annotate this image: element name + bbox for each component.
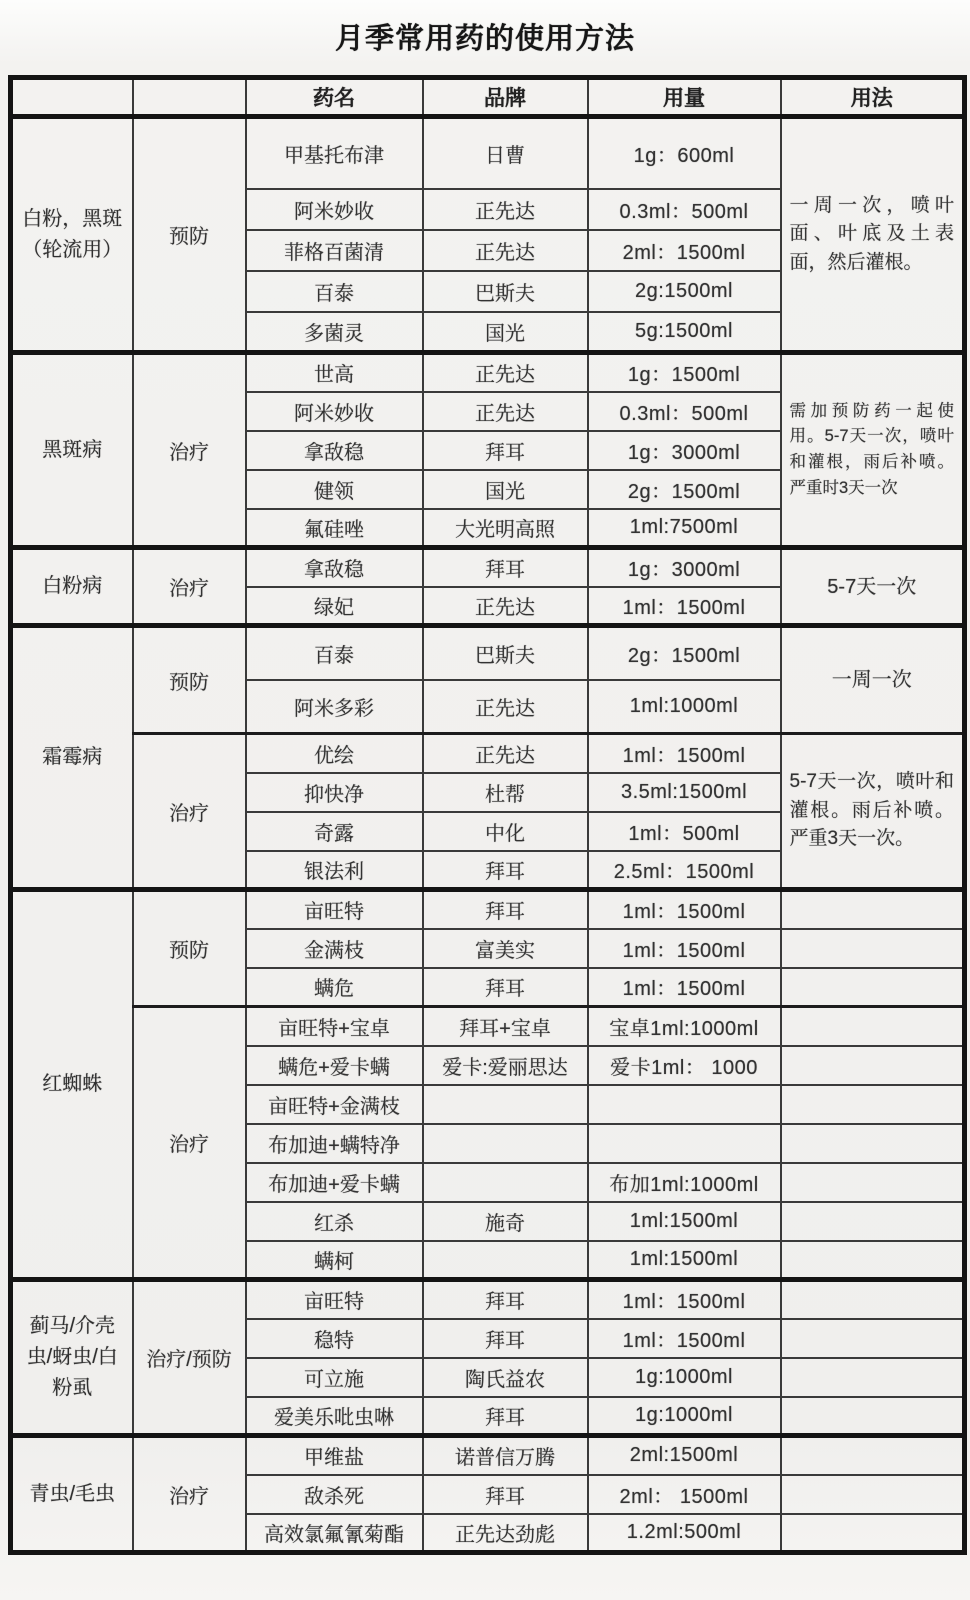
cell-brand: 国光 — [423, 470, 588, 509]
cell-usage — [781, 1085, 965, 1124]
cell-usage — [781, 1124, 965, 1163]
cell-dosage: 1g：600ml — [588, 117, 781, 189]
cell-usage — [781, 1007, 965, 1046]
cell-usage: 一周一次，喷叶面、叶底及土表面，然后灌根。 — [781, 117, 965, 353]
cell-drug-name: 甲维盐 — [246, 1436, 423, 1475]
cell-brand: 爱卡:爱丽思达 — [423, 1046, 588, 1085]
cell-drug-name: 亩旺特+宝卓 — [246, 1007, 423, 1046]
cell-drug-name: 高效氯氟氰菊酯 — [246, 1514, 423, 1553]
cell-drug-name: 爱美乐吡虫啉 — [246, 1397, 423, 1436]
cell-dosage: 1ml：1500ml — [588, 734, 781, 773]
cell-dosage: 1ml:1000ml — [588, 680, 781, 734]
cell-brand: 正先达 — [423, 680, 588, 734]
table-body — [11, 117, 965, 1553]
cell-dosage: 1g：3000ml — [588, 548, 781, 587]
cell-drug-name: 拿敌稳 — [246, 548, 423, 587]
cell-brand: 正先达 — [423, 230, 588, 271]
cell-drug-name: 布加迪+爱卡螨 — [246, 1163, 423, 1202]
cell-dosage: 1g:1000ml — [588, 1397, 781, 1436]
table-row — [11, 1280, 965, 1319]
cell-dosage: 2ml:1500ml — [588, 1436, 781, 1475]
cell-dosage: 1ml：500ml — [588, 812, 781, 851]
cell-dosage: 1ml:1500ml — [588, 1241, 781, 1280]
cell-usage: 5-7天一次 — [781, 548, 965, 626]
cell-brand: 拜耳 — [423, 890, 588, 929]
cell-usage — [781, 1358, 965, 1397]
cell-phase: 治疗 — [133, 548, 246, 626]
cell-brand: 杜帮 — [423, 773, 588, 812]
cell-brand: 诺普信万腾 — [423, 1436, 588, 1475]
cell-phase: 治疗 — [133, 734, 246, 890]
cell-usage — [781, 1163, 965, 1202]
cell-drug-name: 螨危 — [246, 968, 423, 1007]
cell-brand: 正先达 — [423, 353, 588, 392]
cell-brand — [423, 1085, 588, 1124]
cell-phase: 预防 — [133, 890, 246, 1007]
cell-disease: 霜霉病 — [11, 626, 133, 890]
cell-dosage: 2ml：1500ml — [588, 230, 781, 271]
cell-usage — [781, 1202, 965, 1241]
cell-brand: 中化 — [423, 812, 588, 851]
cell-brand: 正先达 — [423, 392, 588, 431]
table-row — [11, 626, 965, 680]
cell-brand: 巴斯夫 — [423, 271, 588, 312]
cell-drug-name: 阿米多彩 — [246, 680, 423, 734]
cell-brand: 日曹 — [423, 117, 588, 189]
cell-usage — [781, 890, 965, 929]
table-row — [11, 1007, 965, 1046]
cell-usage: 一周一次 — [781, 626, 965, 734]
cell-usage — [781, 1514, 965, 1553]
cell-brand: 拜耳 — [423, 1475, 588, 1514]
cell-brand: 陶氏益农 — [423, 1358, 588, 1397]
cell-dosage — [588, 1124, 781, 1163]
cell-drug-name: 螨危+爱卡螨 — [246, 1046, 423, 1085]
cell-brand: 正先达 — [423, 587, 588, 626]
cell-usage — [781, 1319, 965, 1358]
cell-drug-name: 敌杀死 — [246, 1475, 423, 1514]
cell-dosage: 2g:1500ml — [588, 271, 781, 312]
cell-drug-name: 亩旺特 — [246, 890, 423, 929]
cell-dosage: 爱卡1ml： 1000 — [588, 1046, 781, 1085]
cell-dosage — [588, 1085, 781, 1124]
cell-drug-name: 阿米妙收 — [246, 392, 423, 431]
header-brand: 品牌 — [423, 78, 588, 117]
cell-brand: 拜耳 — [423, 968, 588, 1007]
cell-brand: 大光明高照 — [423, 509, 588, 548]
cell-dosage: 1ml：1500ml — [588, 968, 781, 1007]
table-row — [11, 1436, 965, 1475]
cell-brand: 正先达 — [423, 734, 588, 773]
cell-usage — [781, 929, 965, 968]
cell-brand: 拜耳+宝卓 — [423, 1007, 588, 1046]
cell-brand: 拜耳 — [423, 1280, 588, 1319]
cell-drug-name: 菲格百菌清 — [246, 230, 423, 271]
cell-dosage: 1ml：1500ml — [588, 1280, 781, 1319]
cell-phase: 治疗 — [133, 1007, 246, 1280]
table-row — [11, 890, 965, 929]
cell-drug-name: 亩旺特+金满枝 — [246, 1085, 423, 1124]
cell-dosage: 5g:1500ml — [588, 312, 781, 353]
cell-dosage: 1ml：1500ml — [588, 587, 781, 626]
cell-brand: 富美实 — [423, 929, 588, 968]
cell-usage: 5-7天一次，喷叶和灌根。雨后补喷。严重3天一次。 — [781, 734, 965, 890]
cell-usage — [781, 1436, 965, 1475]
cell-drug-name: 奇露 — [246, 812, 423, 851]
table-row — [11, 117, 965, 189]
cell-dosage: 1ml:7500ml — [588, 509, 781, 548]
cell-dosage: 3.5ml:1500ml — [588, 773, 781, 812]
cell-phase: 预防 — [133, 117, 246, 353]
cell-dosage: 0.3ml：500ml — [588, 392, 781, 431]
cell-drug-name: 优绘 — [246, 734, 423, 773]
header-disease — [11, 78, 133, 117]
cell-drug-name: 稳特 — [246, 1319, 423, 1358]
cell-dosage: 0.3ml：500ml — [588, 189, 781, 230]
cell-disease: 蓟马/介壳虫/蚜虫/白粉虱 — [11, 1280, 133, 1436]
cell-disease: 黑斑病 — [11, 353, 133, 548]
cell-brand: 拜耳 — [423, 1319, 588, 1358]
cell-brand: 拜耳 — [423, 548, 588, 587]
cell-disease: 白粉病 — [11, 548, 133, 626]
cell-usage — [781, 968, 965, 1007]
cell-brand: 正先达劲彪 — [423, 1514, 588, 1553]
cell-usage — [781, 1475, 965, 1514]
cell-drug-name: 布加迪+螨特净 — [246, 1124, 423, 1163]
cell-brand: 拜耳 — [423, 1397, 588, 1436]
cell-dosage: 1ml：1500ml — [588, 929, 781, 968]
cell-drug-name: 甲基托布津 — [246, 117, 423, 189]
cell-usage — [781, 1046, 965, 1085]
cell-drug-name: 红杀 — [246, 1202, 423, 1241]
cell-brand: 拜耳 — [423, 431, 588, 470]
cell-brand — [423, 1241, 588, 1280]
cell-drug-name: 亩旺特 — [246, 1280, 423, 1319]
table-row — [11, 548, 965, 587]
cell-brand — [423, 1163, 588, 1202]
cell-disease: 红蜘蛛 — [11, 890, 133, 1280]
cell-phase: 治疗 — [133, 1436, 246, 1553]
cell-drug-name: 健领 — [246, 470, 423, 509]
cell-brand: 国光 — [423, 312, 588, 353]
cell-usage — [781, 1280, 965, 1319]
cell-usage — [781, 1397, 965, 1436]
cell-dosage: 1.2ml:500ml — [588, 1514, 781, 1553]
cell-dosage: 1g:1000ml — [588, 1358, 781, 1397]
cell-drug-name: 百泰 — [246, 626, 423, 680]
cell-drug-name: 氟硅唑 — [246, 509, 423, 548]
cell-phase: 预防 — [133, 626, 246, 734]
cell-brand: 正先达 — [423, 189, 588, 230]
cell-brand — [423, 1124, 588, 1163]
cell-drug-name: 阿米妙收 — [246, 189, 423, 230]
cell-dosage: 1ml：1500ml — [588, 890, 781, 929]
cell-usage: 需加预防药一起使用。5-7天一次，喷叶和灌根，雨后补喷。严重时3天一次 — [781, 353, 965, 548]
cell-dosage: 2g：1500ml — [588, 626, 781, 680]
cell-dosage: 1ml:1500ml — [588, 1202, 781, 1241]
header-usage: 用法 — [781, 78, 965, 117]
cell-drug-name: 银法利 — [246, 851, 423, 890]
cell-brand: 拜耳 — [423, 851, 588, 890]
header-row — [11, 78, 965, 117]
cell-phase: 治疗/预防 — [133, 1280, 246, 1436]
cell-drug-name: 多菌灵 — [246, 312, 423, 353]
page-title: 月季常用药的使用方法 — [334, 23, 635, 55]
cell-drug-name: 百泰 — [246, 271, 423, 312]
cell-usage — [781, 1241, 965, 1280]
cell-dosage: 2ml： 1500ml — [588, 1475, 781, 1514]
cell-drug-name: 螨柯 — [246, 1241, 423, 1280]
cell-brand: 巴斯夫 — [423, 626, 588, 680]
cell-phase: 治疗 — [133, 353, 246, 548]
medication-table — [8, 75, 967, 1555]
cell-dosage: 1g：3000ml — [588, 431, 781, 470]
cell-drug-name: 可立施 — [246, 1358, 423, 1397]
cell-dosage: 布加1ml:1000ml — [588, 1163, 781, 1202]
table-row — [11, 734, 965, 773]
cell-dosage: 2g：1500ml — [588, 470, 781, 509]
header-phase — [133, 78, 246, 117]
cell-drug-name: 抑快净 — [246, 773, 423, 812]
cell-dosage: 1ml：1500ml — [588, 1319, 781, 1358]
cell-brand: 施奇 — [423, 1202, 588, 1241]
header-drug-name: 药名 — [246, 78, 423, 117]
cell-drug-name: 金满枝 — [246, 929, 423, 968]
cell-dosage: 宝卓1ml:1000ml — [588, 1007, 781, 1046]
cell-disease: 青虫/毛虫 — [11, 1436, 133, 1553]
cell-drug-name: 世高 — [246, 353, 423, 392]
cell-dosage: 1g：1500ml — [588, 353, 781, 392]
cell-drug-name: 绿妃 — [246, 587, 423, 626]
header-dosage: 用量 — [588, 78, 781, 117]
cell-dosage: 2.5ml：1500ml — [588, 851, 781, 890]
cell-drug-name: 拿敌稳 — [246, 431, 423, 470]
table-row — [11, 353, 965, 392]
cell-disease: 白粉，黑斑（轮流用） — [11, 117, 133, 353]
